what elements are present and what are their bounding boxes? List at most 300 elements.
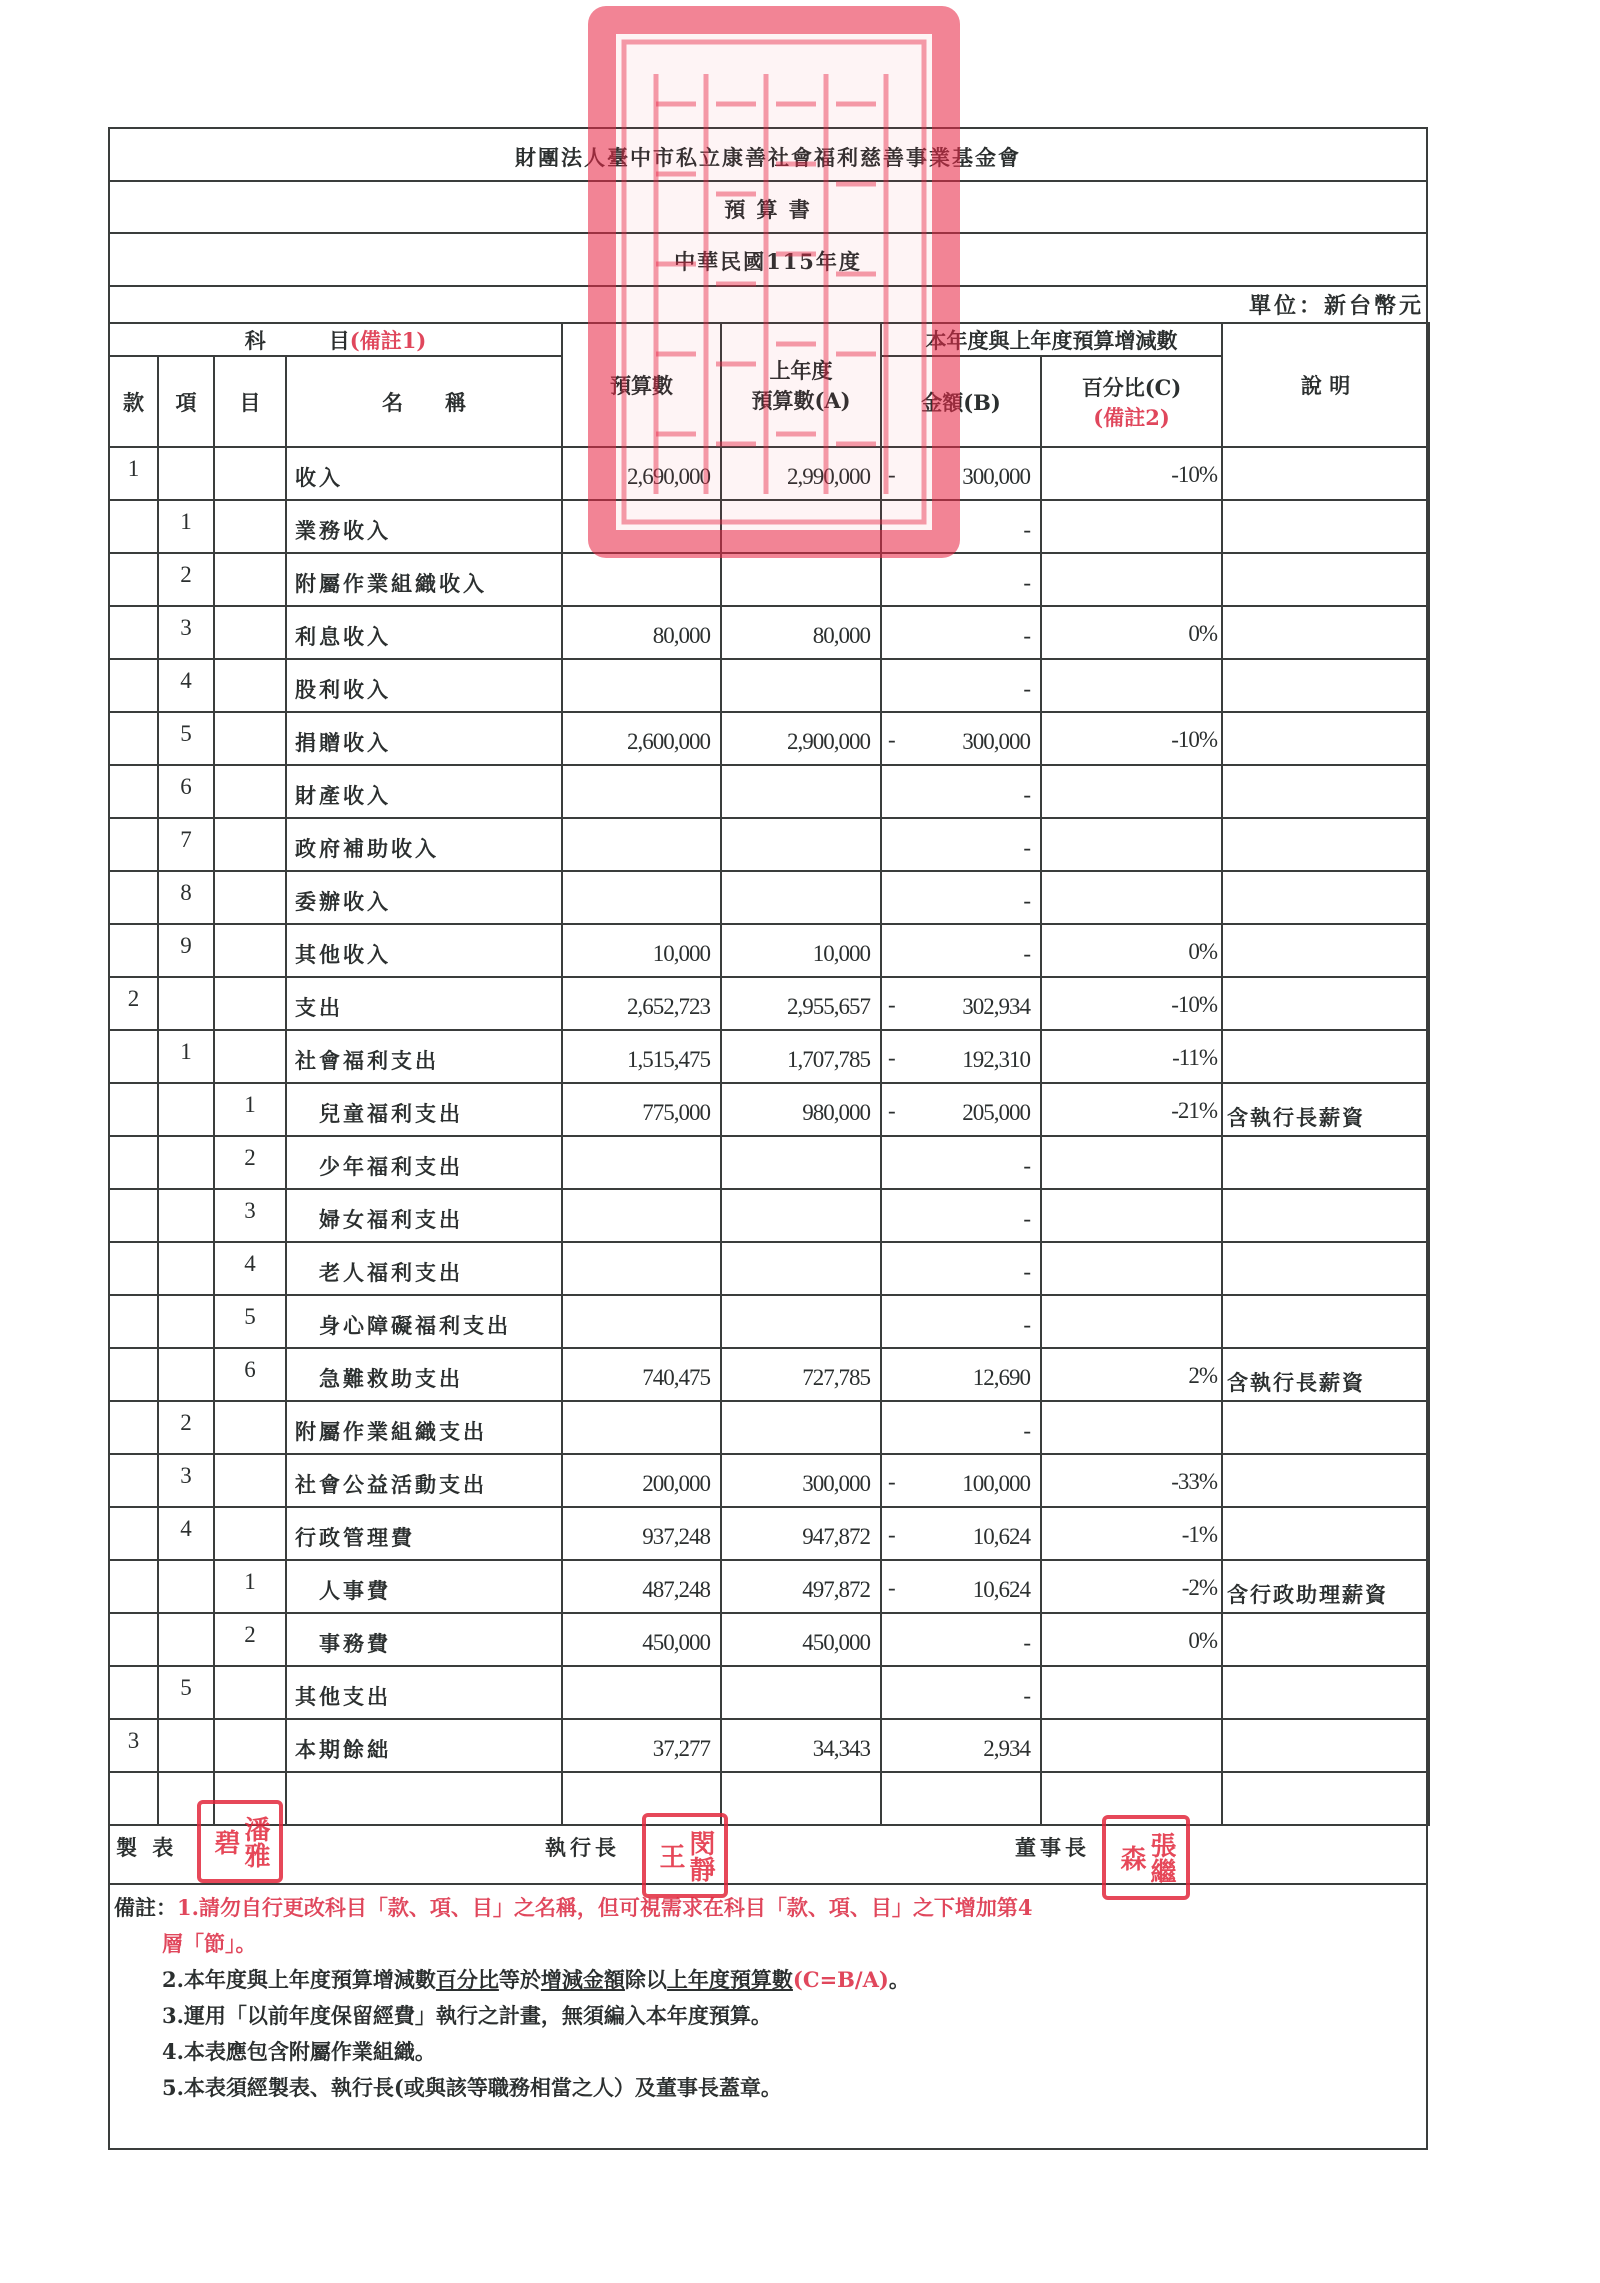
table-row	[109, 1295, 1429, 1348]
seal-pattern-icon	[616, 34, 932, 530]
name-cell: 利息收入	[286, 606, 562, 659]
prev-budget-cell	[721, 659, 881, 712]
pct-cell	[1041, 871, 1222, 924]
pct-cell	[1041, 659, 1222, 712]
budget-rows	[109, 447, 1429, 1825]
name-cell: 其他支出	[286, 1666, 562, 1719]
diff-amount: -	[1023, 888, 1031, 913]
kuan-cell	[109, 1030, 158, 1083]
fiscal-year: 中華民國115年度	[674, 249, 862, 274]
chairman-seal: 張繼森	[1102, 1815, 1190, 1900]
prev-budget-cell	[721, 1295, 881, 1348]
diff-amount: -	[1023, 1259, 1031, 1284]
diff-amount: 10,624	[972, 1524, 1031, 1549]
remark-5: 5.本表須經製表、執行長(或與該等職務相當之人）及董事長蓋章。	[162, 2075, 782, 2100]
remark-2-text-c: 除以	[624, 1967, 667, 1992]
mu-cell	[214, 553, 286, 606]
table-row	[109, 712, 1429, 765]
kuan-cell	[109, 659, 158, 712]
xiang-cell: 3	[158, 1454, 214, 1507]
document-title: 預 算 書	[724, 197, 812, 222]
diff-amount-cell	[881, 871, 1041, 924]
kuan-cell	[109, 1666, 158, 1719]
diff-sign: -	[888, 1098, 896, 1123]
mu-cell	[214, 1454, 286, 1507]
xiang-cell: 1	[158, 1030, 214, 1083]
remark-cell	[1222, 606, 1429, 659]
remark-cell	[1222, 500, 1429, 553]
prev-budget-cell	[721, 1242, 881, 1295]
kuan-cell	[109, 1560, 158, 1613]
remark-1-text: 1.請勿自行更改科目「款、項、目」之名稱，但可視需求在科目「款、項、目」之下增加第4	[177, 1895, 1033, 1920]
diff-amount-cell	[881, 712, 1041, 765]
xiang-cell	[158, 1083, 214, 1136]
pct-cell: -2%	[1041, 1560, 1222, 1613]
prev-budget-cell: 450,000	[721, 1613, 881, 1666]
diff-amount-cell	[881, 1613, 1041, 1666]
pct-cell	[1041, 553, 1222, 606]
budget-cell: 487,248	[562, 1560, 721, 1613]
prev-budget-cell	[721, 1401, 881, 1454]
mu-cell	[214, 924, 286, 977]
prev-budget-cell: 2,900,000	[721, 712, 881, 765]
diff-amount-cell	[881, 1295, 1041, 1348]
table-row	[109, 1401, 1429, 1454]
table-row	[109, 765, 1429, 818]
table-row	[109, 1454, 1429, 1507]
name-cell: 附屬作業組織支出	[286, 1401, 562, 1454]
diff-amount: -	[1023, 1630, 1031, 1655]
budget-cell	[562, 1295, 721, 1348]
xiang-cell: 5	[158, 1666, 214, 1719]
table-row	[109, 1507, 1429, 1560]
diff-amount-cell	[881, 1348, 1041, 1401]
table-row	[109, 1083, 1429, 1136]
table-row	[109, 1613, 1429, 1666]
mu-cell	[214, 1401, 286, 1454]
pct-cell: -10%	[1041, 447, 1222, 500]
diff-amount: -	[1023, 623, 1031, 648]
mu-header: 目	[214, 356, 286, 447]
name-cell	[286, 1772, 562, 1825]
mu-cell	[214, 500, 286, 553]
diff-amount-label: 金額(B)	[921, 389, 1001, 415]
diff-amount: 205,000	[962, 1100, 1031, 1125]
pct-cell	[1041, 1719, 1222, 1772]
remark-cell	[1222, 871, 1429, 924]
budget-cell	[562, 1189, 721, 1242]
budget-cell	[562, 1666, 721, 1719]
mu-cell	[214, 977, 286, 1030]
kuan-cell	[109, 924, 158, 977]
budget-cell: 775,000	[562, 1083, 721, 1136]
budget-cell: 450,000	[562, 1613, 721, 1666]
table-row	[109, 553, 1429, 606]
budget-cell: 200,000	[562, 1454, 721, 1507]
xiang-cell: 4	[158, 1507, 214, 1560]
diff-amount: -	[1023, 570, 1031, 595]
prev-budget-cell: 1,707,785	[721, 1030, 881, 1083]
name-cell: 財產收入	[286, 765, 562, 818]
diff-amount-cell	[881, 1560, 1041, 1613]
xiang-cell: 4	[158, 659, 214, 712]
kuan-cell	[109, 1136, 158, 1189]
pct-cell	[1041, 500, 1222, 553]
xiang-cell	[158, 1295, 214, 1348]
remark-2-end: 。	[888, 1967, 910, 1992]
xiang-cell: 5	[158, 712, 214, 765]
budget-label: 預算數	[610, 373, 674, 398]
remark-2-text-a: 2.本年度與上年度預算增減數	[162, 1967, 436, 1992]
prev-budget-cell	[721, 553, 881, 606]
diff-amount: 100,000	[962, 1471, 1031, 1496]
kuan-cell	[109, 871, 158, 924]
name-cell: 委辦收入	[286, 871, 562, 924]
remark-cell: 含執行長薪資	[1222, 1083, 1429, 1136]
name-cell: 人事費	[286, 1560, 562, 1613]
diff-pct-header	[1041, 356, 1222, 447]
remark-cell	[1222, 1613, 1429, 1666]
name-cell: 事務費	[286, 1613, 562, 1666]
diff-amount-cell	[881, 1401, 1041, 1454]
name-cell: 其他收入	[286, 924, 562, 977]
remark-header	[1222, 323, 1429, 447]
remark-cell	[1222, 1719, 1429, 1772]
mu-cell: 6	[214, 1348, 286, 1401]
diff-amount-cell	[881, 1083, 1041, 1136]
remark-2-underline-3: 上年度預算數	[666, 1967, 793, 1992]
prev-budget-cell: 727,785	[721, 1348, 881, 1401]
prev-budget-cell	[721, 1189, 881, 1242]
prev-budget-label-2: 預算數(A)	[751, 388, 851, 413]
name-cell: 社會福利支出	[286, 1030, 562, 1083]
subject-group-header	[109, 323, 562, 356]
kuan-cell	[109, 1454, 158, 1507]
pct-cell	[1041, 1136, 1222, 1189]
remark-2-formula: (C=B/A)	[792, 1967, 889, 1992]
budget-cell	[562, 765, 721, 818]
name-cell: 行政管理費	[286, 1507, 562, 1560]
budget-cell	[562, 659, 721, 712]
mu-cell: 1	[214, 1560, 286, 1613]
budget-cell: 2,652,723	[562, 977, 721, 1030]
xiang-cell: 7	[158, 818, 214, 871]
xiang-cell: 2	[158, 553, 214, 606]
pct-cell: -33%	[1041, 1454, 1222, 1507]
pct-cell	[1041, 818, 1222, 871]
diff-sign: -	[888, 727, 896, 752]
prev-budget-cell: 80,000	[721, 606, 881, 659]
diff-amount: -	[1023, 1153, 1031, 1178]
table-row	[109, 659, 1429, 712]
remark-cell	[1222, 924, 1429, 977]
xiang-cell: 9	[158, 924, 214, 977]
diff-amount-cell	[881, 1030, 1041, 1083]
name-cell: 兒童福利支出	[286, 1083, 562, 1136]
name-cell: 急難救助支出	[286, 1348, 562, 1401]
xiang-cell	[158, 1719, 214, 1772]
mu-cell	[214, 1666, 286, 1719]
diff-amount: 300,000	[962, 729, 1031, 754]
name-cell: 身心障礙福利支出	[286, 1295, 562, 1348]
budget-cell	[562, 1242, 721, 1295]
prev-budget-cell: 2,990,000	[721, 447, 881, 500]
name-header: 名 稱	[286, 356, 562, 447]
diff-sign: -	[888, 1045, 896, 1070]
name-cell: 政府補助收入	[286, 818, 562, 871]
diff-amount-cell	[881, 1507, 1041, 1560]
diff-amount-cell	[881, 924, 1041, 977]
name-cell: 社會公益活動支出	[286, 1454, 562, 1507]
budget-cell	[562, 818, 721, 871]
remark-cell: 含行政助理薪資	[1222, 1560, 1429, 1613]
diff-amount-cell	[881, 977, 1041, 1030]
remark-4: 4.本表應包含附屬作業組織。	[162, 2039, 436, 2064]
diff-sign: -	[888, 462, 896, 487]
table-row	[109, 1719, 1429, 1772]
preparer-label: 製 表	[116, 1835, 178, 1860]
diff-amount: 192,310	[962, 1047, 1031, 1072]
budget-cell	[562, 1401, 721, 1454]
remark-2-text-b: 等於	[498, 1967, 541, 1992]
remark-cell	[1222, 1189, 1429, 1242]
kuan-cell	[109, 1507, 158, 1560]
diff-amount: -	[1023, 517, 1031, 542]
remark-cell	[1222, 1507, 1429, 1560]
kuan-cell	[109, 1348, 158, 1401]
name-cell: 收入	[286, 447, 562, 500]
prev-budget-cell: 2,955,657	[721, 977, 881, 1030]
prev-budget-cell: 497,872	[721, 1560, 881, 1613]
diff-amount-cell	[881, 606, 1041, 659]
remark-cell	[1222, 1136, 1429, 1189]
xiang-cell	[158, 977, 214, 1030]
xiang-cell	[158, 1348, 214, 1401]
chairman-label: 董事長	[1015, 1835, 1090, 1860]
xiang-cell	[158, 1189, 214, 1242]
mu-cell	[214, 606, 286, 659]
pct-cell	[1041, 1242, 1222, 1295]
remark-cell	[1222, 1454, 1429, 1507]
table-row	[109, 1560, 1429, 1613]
mu-cell	[214, 712, 286, 765]
foundation-seal	[588, 6, 960, 558]
diff-amount: -	[1023, 1683, 1031, 1708]
org-name: 財團法人臺中市私立康善社會福利慈善事業基金會	[515, 145, 1021, 170]
prev-budget-cell: 947,872	[721, 1507, 881, 1560]
remark-cell	[1222, 1242, 1429, 1295]
remark-cell	[1222, 1401, 1429, 1454]
name-cell: 股利收入	[286, 659, 562, 712]
mu-cell	[214, 765, 286, 818]
kuan-cell	[109, 1189, 158, 1242]
budget-cell: 10,000	[562, 924, 721, 977]
table-row	[109, 1136, 1429, 1189]
remark-2-underline-2: 增減金額	[540, 1967, 625, 1992]
diff-amount: 12,690	[972, 1365, 1031, 1390]
budget-cell: 2,690,000	[562, 447, 721, 500]
budget-cell	[562, 1136, 721, 1189]
kuan-cell	[109, 500, 158, 553]
prev-budget-cell: 300,000	[721, 1454, 881, 1507]
prev-budget-cell	[721, 818, 881, 871]
kuan-cell	[109, 1083, 158, 1136]
diff-amount-cell	[881, 1242, 1041, 1295]
diff-group-label: 本年度與上年度預算增減數	[925, 327, 1178, 353]
mu-cell: 4	[214, 1242, 286, 1295]
remark-2	[114, 1962, 1414, 1998]
budget-cell: 2,600,000	[562, 712, 721, 765]
prev-budget-cell	[721, 871, 881, 924]
diff-amount: -	[1023, 1206, 1031, 1231]
pct-cell: 0%	[1041, 924, 1222, 977]
remark-2-underline-1: 百分比	[435, 1967, 499, 1992]
prev-budget-cell: 980,000	[721, 1083, 881, 1136]
remark-cell	[1222, 818, 1429, 871]
xiang-cell	[158, 1560, 214, 1613]
kuan-cell	[109, 1772, 158, 1825]
diff-amount: 2,934	[983, 1736, 1031, 1761]
diff-pct-label: 百分比(C)	[1081, 374, 1182, 400]
remarks-label: 備註：	[114, 1895, 177, 1920]
budget-cell: 1,515,475	[562, 1030, 721, 1083]
name-cell: 老人福利支出	[286, 1242, 562, 1295]
pct-cell: -21%	[1041, 1083, 1222, 1136]
kuan-cell	[109, 1295, 158, 1348]
executive-seal: 閔靜王	[642, 1813, 728, 1898]
mu-cell	[214, 871, 286, 924]
remarks	[114, 1890, 1414, 2106]
table-row	[109, 1189, 1429, 1242]
prev-budget-cell	[721, 1666, 881, 1719]
pct-cell: 0%	[1041, 1613, 1222, 1666]
table-row	[109, 977, 1429, 1030]
pct-cell	[1041, 1189, 1222, 1242]
table-row	[109, 606, 1429, 659]
diff-amount-cell	[881, 1189, 1041, 1242]
pct-cell: -10%	[1041, 977, 1222, 1030]
name-cell: 少年福利支出	[286, 1136, 562, 1189]
name-cell: 業務收入	[286, 500, 562, 553]
preparer-seal: 潘雅碧	[197, 1800, 283, 1883]
xiang-cell	[158, 447, 214, 500]
pct-cell	[1041, 1666, 1222, 1719]
prev-budget-label-1: 上年度	[769, 358, 833, 383]
budget-cell	[562, 553, 721, 606]
kuan-cell	[109, 553, 158, 606]
executive-label: 執行長	[545, 1835, 620, 1860]
table-row	[109, 1666, 1429, 1719]
subject-group-label: 科 目	[244, 327, 350, 353]
budget-cell: 37,277	[562, 1719, 721, 1772]
diff-amount-cell	[881, 1136, 1041, 1189]
xiang-cell	[158, 1242, 214, 1295]
prev-budget-cell: 10,000	[721, 924, 881, 977]
table-row	[109, 1772, 1429, 1825]
remark-cell	[1222, 1295, 1429, 1348]
kuan-cell	[109, 818, 158, 871]
kuan-cell	[109, 1613, 158, 1666]
table-row	[109, 1030, 1429, 1083]
diff-sign: -	[888, 1575, 896, 1600]
xiang-cell: 8	[158, 871, 214, 924]
mu-cell	[214, 1030, 286, 1083]
diff-sign: -	[888, 1522, 896, 1547]
kuan-header: 款	[109, 356, 158, 447]
mu-cell	[214, 447, 286, 500]
pct-cell: -10%	[1041, 712, 1222, 765]
diff-amount-cell	[881, 1772, 1041, 1825]
remark-cell	[1222, 712, 1429, 765]
note2-ref: (備註2)	[1093, 404, 1170, 430]
mu-cell: 3	[214, 1189, 286, 1242]
diff-amount: -	[1023, 676, 1031, 701]
mu-cell	[214, 1507, 286, 1560]
diff-amount: -	[1023, 835, 1031, 860]
budget-cell	[562, 871, 721, 924]
kuan-cell	[109, 1401, 158, 1454]
mu-cell: 1	[214, 1083, 286, 1136]
remark-cell	[1222, 447, 1429, 500]
kuan-cell: 3	[109, 1719, 158, 1772]
diff-amount: -	[1023, 1312, 1031, 1337]
diff-amount: -	[1023, 782, 1031, 807]
kuan-cell: 2	[109, 977, 158, 1030]
prev-budget-cell: 34,343	[721, 1719, 881, 1772]
mu-cell: 2	[214, 1613, 286, 1666]
diff-amount-cell	[881, 1666, 1041, 1719]
pct-cell: 0%	[1041, 606, 1222, 659]
name-cell: 附屬作業組織收入	[286, 553, 562, 606]
mu-cell	[214, 818, 286, 871]
xiang-cell: 2	[158, 1401, 214, 1454]
xiang-cell: 6	[158, 765, 214, 818]
remark-3: 3.運用「以前年度保留經費」執行之計畫，無須編入本年度預算。	[162, 2003, 772, 2028]
kuan-cell	[109, 712, 158, 765]
kuan-cell	[109, 606, 158, 659]
remark-label: 說 明	[1300, 373, 1351, 398]
mu-cell: 2	[214, 1136, 286, 1189]
name-cell: 支出	[286, 977, 562, 1030]
table-row	[109, 1348, 1429, 1401]
diff-sign: -	[888, 992, 896, 1017]
diff-amount: -	[1023, 941, 1031, 966]
diff-amount: 302,934	[962, 994, 1031, 1019]
remark-cell	[1222, 1772, 1429, 1825]
name-cell: 捐贈收入	[286, 712, 562, 765]
budget-cell: 740,475	[562, 1348, 721, 1401]
diff-amount: 10,624	[972, 1577, 1031, 1602]
budget-cell: 937,248	[562, 1507, 721, 1560]
diff-sign: -	[888, 1469, 896, 1494]
remark-cell	[1222, 1666, 1429, 1719]
note1-ref: (備註1)	[349, 327, 427, 353]
prev-budget-cell	[721, 1136, 881, 1189]
remark-1-cont: 層「節」。	[162, 1931, 257, 1956]
table-row	[109, 871, 1429, 924]
divider	[108, 1883, 1428, 1885]
currency-unit: 單位：新台幣元	[1248, 293, 1424, 319]
pct-cell: -11%	[1041, 1030, 1222, 1083]
mu-cell: 5	[214, 1295, 286, 1348]
name-cell: 婦女福利支出	[286, 1189, 562, 1242]
table-row	[109, 818, 1429, 871]
xiang-cell	[158, 1136, 214, 1189]
diff-amount-cell	[881, 818, 1041, 871]
diff-amount: 300,000	[962, 464, 1031, 489]
pct-cell	[1041, 765, 1222, 818]
pct-cell: 2%	[1041, 1348, 1222, 1401]
